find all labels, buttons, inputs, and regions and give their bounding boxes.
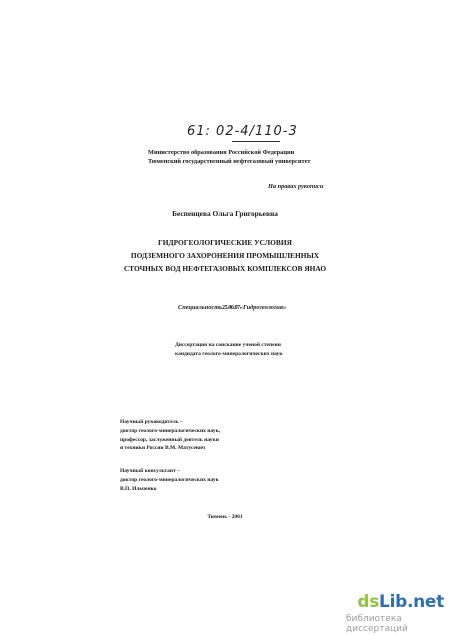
dslib-logo	[357, 592, 444, 612]
degree-line: Диссертация на соискание ученой степени	[175, 342, 281, 348]
specialty-line	[178, 304, 286, 311]
degree-statement	[175, 341, 283, 359]
consultant-line: Научный консультант –	[120, 468, 180, 474]
specialty-label: Специальность	[178, 304, 222, 311]
dslib-subtitle: библиотека диссертаций	[346, 614, 408, 634]
supervisor-line: Научный руководитель –	[120, 419, 183, 425]
place-year: Тюмень - 2001	[207, 514, 243, 520]
specialty-name: «Гидрогеология»	[239, 304, 287, 311]
title-line: СТОЧНЫХ ВОД НЕФТЕГАЗОВЫХ КОМПЛЕКСОВ ЯНАО	[123, 264, 327, 273]
title-line: ПОДЗЕМНОГО ЗАХОРОНЕНИЯ ПРОМЫШЛЕННЫХ	[130, 251, 320, 260]
consultant-line: В.П. Ильченко	[120, 485, 157, 492]
logo-part-libnet: Lib.net	[379, 592, 444, 612]
consultant-block	[120, 467, 219, 493]
handwritten-underline	[232, 141, 280, 142]
ministry-line: Министерство образования Российской Федерации	[148, 149, 295, 156]
logo-part-ds: ds	[357, 592, 380, 612]
title-line: ГИДРОГЕОЛОГИЧЕСКИЕ УСЛОВИЯ	[158, 238, 292, 247]
dslib-watermark[interactable]	[346, 592, 444, 632]
rights-note: На правах рукописи	[268, 183, 324, 190]
supervisor-line: доктор геолого-минералогических наук,	[120, 427, 221, 434]
supervisor-line: и техники России В.М. Матусевич	[120, 445, 206, 452]
degree-line: кандидата геолого-минералогических наук	[175, 350, 283, 357]
author-name: Беспенцева Ольга Григорьевна	[172, 209, 278, 218]
dissertation-title	[0, 236, 450, 275]
supervisor-line: профессор, заслуженный деятель науки	[120, 436, 219, 443]
handwritten-code: 61: 02-4/110-3	[187, 124, 298, 139]
university-line: Тюменский государственный нефтегазовый университет	[148, 158, 311, 165]
specialty-code: 25.00.07	[221, 305, 240, 311]
supervisor-block	[120, 418, 220, 453]
consultant-line: доктор геолого-минералогических наук	[120, 476, 219, 483]
